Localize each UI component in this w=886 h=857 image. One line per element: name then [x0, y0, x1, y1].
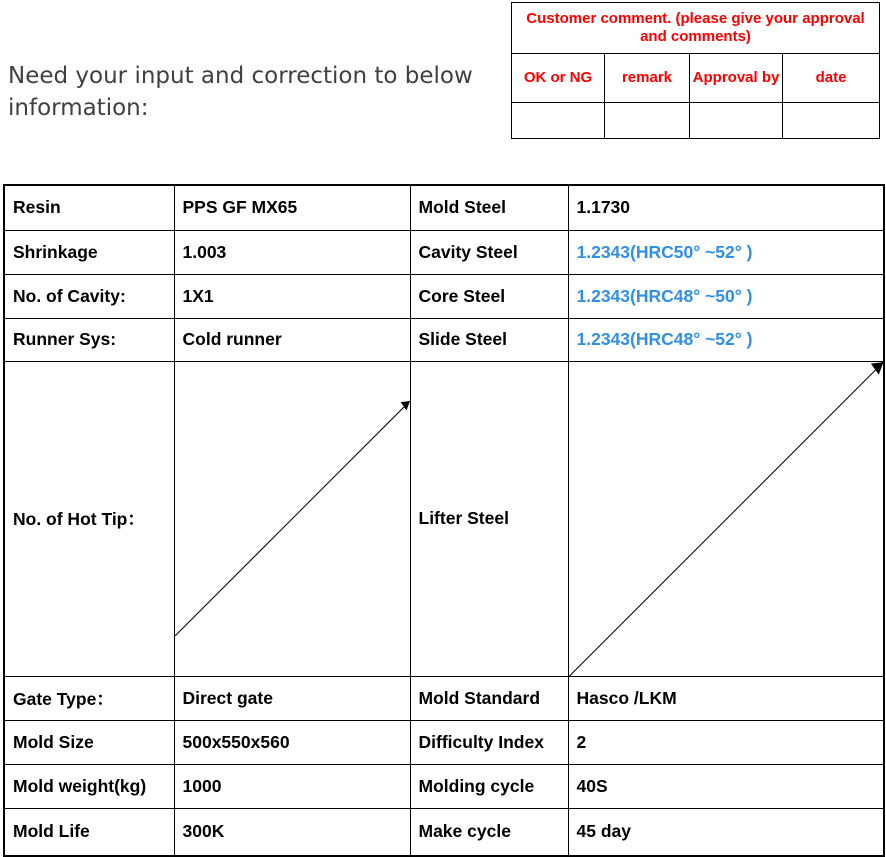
spec-row — [4, 765, 884, 809]
spec-row — [4, 361, 884, 677]
spec-label: Make cycle — [410, 809, 568, 856]
remark-cell[interactable] — [605, 103, 690, 139]
spec-label: Shrinkage — [4, 230, 174, 274]
spec-row — [4, 230, 884, 274]
spec-value: 1X1 — [174, 274, 410, 318]
customer-comment-table — [511, 2, 880, 139]
spec-label: Gate Type： — [4, 677, 174, 721]
empty-diagonal-cell — [568, 361, 884, 677]
date-header: date — [783, 54, 880, 103]
spec-row — [4, 274, 884, 318]
spec-value: 1.2343(HRC50° ~52° ) — [568, 230, 884, 274]
spec-label: Difficulty Index — [410, 721, 568, 765]
spec-value: 1.1730 — [568, 185, 884, 230]
spec-label: Mold Standard — [410, 677, 568, 721]
spec-value: 2 — [568, 721, 884, 765]
approval-by-cell[interactable] — [690, 103, 783, 139]
spec-label: Mold Steel — [410, 185, 568, 230]
intro-text: Need your input and correction to below information: — [8, 63, 473, 121]
spec-value: Hasco /LKM — [568, 677, 884, 721]
spec-label: Lifter Steel — [410, 361, 568, 677]
spec-row — [4, 318, 884, 361]
mold-spec-table — [3, 184, 885, 857]
empty-diagonal-cell — [174, 361, 410, 677]
spec-label: Molding cycle — [410, 765, 568, 809]
spec-label: Mold weight(kg) — [4, 765, 174, 809]
approval-by-header: Approval by — [690, 54, 783, 103]
spec-label: Core Steel — [410, 274, 568, 318]
spec-value: 45 day — [568, 809, 884, 856]
spec-label: Runner Sys: — [4, 318, 174, 361]
spec-row — [4, 185, 884, 230]
spec-value: 1000 — [174, 765, 410, 809]
spec-row — [4, 677, 884, 721]
spec-value: PPS GF MX65 — [174, 185, 410, 230]
ok-or-ng-cell[interactable] — [512, 103, 605, 139]
spec-row — [4, 809, 884, 856]
spec-value: 500x550x560 — [174, 721, 410, 765]
spec-value: 1.2343(HRC48° ~50° ) — [568, 274, 884, 318]
spec-label: Resin — [4, 185, 174, 230]
spec-label: No. of Hot Tip： — [4, 361, 174, 677]
spec-label: Mold Size — [4, 721, 174, 765]
spec-value: 40S — [568, 765, 884, 809]
spec-value: 300K — [174, 809, 410, 856]
spec-label: Cavity Steel — [410, 230, 568, 274]
remark-header: remark — [605, 54, 690, 103]
spec-row — [4, 721, 884, 765]
spec-value: Direct gate — [174, 677, 410, 721]
ok-or-ng-header: OK or NG — [512, 54, 605, 103]
spec-value: 1.003 — [174, 230, 410, 274]
date-cell[interactable] — [783, 103, 880, 139]
spec-label: Slide Steel — [410, 318, 568, 361]
spec-value: 1.2343(HRC48° ~52° ) — [568, 318, 884, 361]
spec-label: Mold Life — [4, 809, 174, 856]
spec-value: Cold runner — [174, 318, 410, 361]
customer-comment-title: Customer comment. (please give your approval and comments) — [512, 3, 880, 54]
spec-label: No. of Cavity: — [4, 274, 174, 318]
